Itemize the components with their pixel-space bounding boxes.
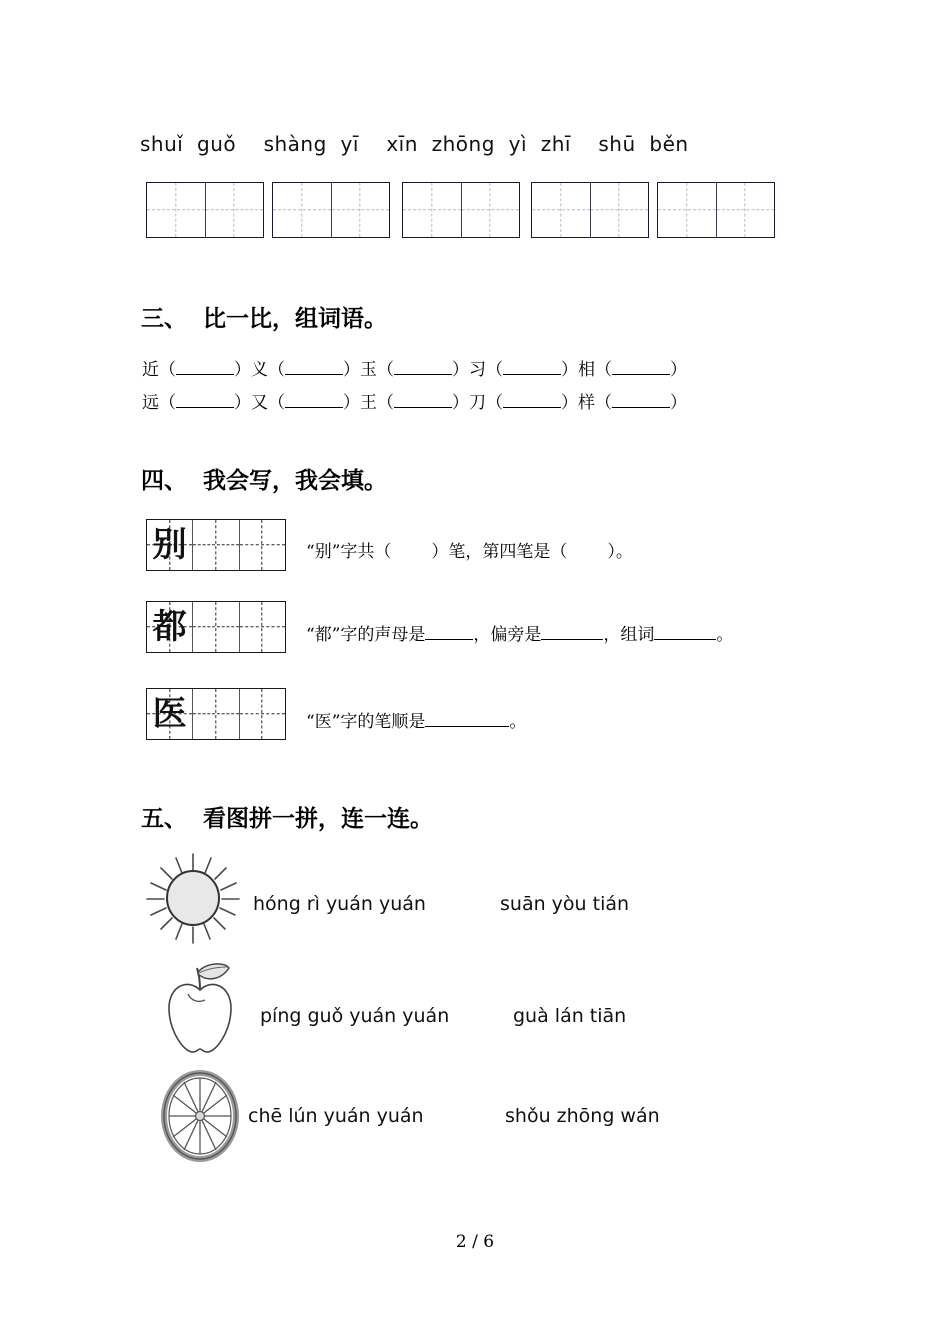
compare-char: 近 bbox=[142, 360, 159, 380]
answer-blank[interactable] bbox=[394, 358, 452, 375]
char-grid-cell[interactable] bbox=[193, 602, 239, 652]
fill-line-bie bbox=[306, 537, 633, 562]
char-grid-yi[interactable] bbox=[146, 688, 286, 740]
open-paren: （ bbox=[377, 393, 394, 413]
writing-cell[interactable] bbox=[717, 183, 775, 237]
char-grid-cell-filled[interactable] bbox=[147, 520, 193, 570]
close-paren: ） bbox=[234, 393, 251, 413]
fill-text: “别”字共（ bbox=[306, 542, 392, 562]
char-grid-cell[interactable] bbox=[240, 520, 285, 570]
answer-blank[interactable] bbox=[612, 358, 670, 375]
compare-char: 习 bbox=[469, 360, 486, 380]
close-paren: ） bbox=[452, 360, 469, 380]
writing-cell[interactable] bbox=[273, 183, 332, 237]
close-paren: ） bbox=[670, 360, 687, 380]
section-four-title: 四、 我会写，我会填。 bbox=[141, 467, 388, 494]
section-three-title: 三、 比一比，组词语。 bbox=[141, 305, 388, 332]
close-paren: ） bbox=[234, 360, 251, 380]
match-label-right-2[interactable]: guà lán tiān bbox=[513, 1005, 627, 1027]
answer-blank[interactable] bbox=[503, 358, 561, 375]
close-paren: ） bbox=[561, 360, 578, 380]
wheel-icon bbox=[155, 1068, 245, 1164]
writing-box-5[interactable] bbox=[657, 182, 775, 238]
compare-item bbox=[142, 388, 251, 413]
match-label-left-3[interactable]: chē lún yuán yuán bbox=[248, 1105, 424, 1127]
open-paren: （ bbox=[268, 393, 285, 413]
answer-blank[interactable] bbox=[425, 622, 473, 640]
fill-line-yi bbox=[306, 707, 526, 732]
compare-char: 刀 bbox=[469, 393, 486, 413]
writing-box-2[interactable] bbox=[272, 182, 390, 238]
compare-item bbox=[142, 355, 251, 380]
char-grid-bie[interactable] bbox=[146, 519, 286, 571]
compare-item bbox=[251, 355, 360, 380]
close-paren: ） bbox=[561, 393, 578, 413]
compare-item bbox=[469, 388, 578, 413]
match-label-left-1[interactable]: hóng rì yuán yuán bbox=[253, 893, 426, 915]
open-paren: （ bbox=[486, 393, 503, 413]
fill-text: 。 bbox=[716, 625, 734, 645]
compare-item bbox=[578, 388, 687, 413]
fill-text: “医”字的笔顺是 bbox=[306, 712, 426, 732]
open-paren: （ bbox=[159, 360, 176, 380]
answer-blank[interactable] bbox=[285, 391, 343, 408]
compare-row-bottom bbox=[142, 388, 687, 413]
char-grid-dou[interactable] bbox=[146, 601, 286, 653]
close-paren: ） bbox=[670, 393, 687, 413]
match-label-right-3[interactable]: shǒu zhōng wán bbox=[505, 1105, 660, 1127]
close-paren: ） bbox=[343, 360, 360, 380]
compare-item bbox=[360, 388, 469, 413]
open-paren: （ bbox=[377, 360, 394, 380]
char-grid-cell[interactable] bbox=[240, 602, 285, 652]
char-grid-cell[interactable] bbox=[193, 520, 239, 570]
fill-text: ）笔，第四笔是（ bbox=[431, 542, 568, 562]
compare-char: 玉 bbox=[360, 360, 377, 380]
char-grid-cell[interactable] bbox=[193, 689, 239, 739]
fill-text: ，偏旁是 bbox=[473, 625, 542, 645]
fill-line-dou bbox=[306, 620, 733, 645]
writing-cell[interactable] bbox=[332, 183, 390, 237]
compare-char: 义 bbox=[251, 360, 268, 380]
fill-text: “都”字的声母是 bbox=[306, 625, 426, 645]
compare-item bbox=[251, 388, 360, 413]
writing-box-1[interactable] bbox=[146, 182, 264, 238]
compare-item bbox=[578, 355, 687, 380]
writing-cell[interactable] bbox=[658, 183, 717, 237]
answer-blank[interactable] bbox=[394, 391, 452, 408]
fill-text: ，组词 bbox=[603, 625, 655, 645]
grid-character: 都 bbox=[152, 607, 187, 647]
writing-cell[interactable] bbox=[532, 183, 591, 237]
answer-blank[interactable] bbox=[425, 709, 509, 727]
writing-cell[interactable] bbox=[403, 183, 462, 237]
open-paren: （ bbox=[595, 393, 612, 413]
page-number: 2 / 6 bbox=[455, 1232, 495, 1252]
char-grid-cell-filled[interactable] bbox=[147, 689, 193, 739]
grid-character: 医 bbox=[152, 694, 187, 734]
close-paren: ） bbox=[452, 393, 469, 413]
answer-blank[interactable] bbox=[176, 391, 234, 408]
match-label-right-1[interactable]: suān yòu tián bbox=[500, 893, 630, 915]
writing-cell[interactable] bbox=[147, 183, 206, 237]
section-five-title: 五、 看图拼一拼，连一连。 bbox=[141, 805, 434, 832]
compare-item bbox=[360, 355, 469, 380]
apple-icon bbox=[155, 960, 245, 1060]
answer-blank[interactable] bbox=[176, 358, 234, 375]
fill-text: ）。 bbox=[607, 542, 633, 562]
open-paren: （ bbox=[486, 360, 503, 380]
compare-char: 样 bbox=[578, 393, 595, 413]
answer-blank[interactable] bbox=[503, 391, 561, 408]
open-paren: （ bbox=[268, 360, 285, 380]
compare-char: 王 bbox=[360, 393, 377, 413]
char-grid-cell[interactable] bbox=[240, 689, 285, 739]
fill-text: 。 bbox=[509, 712, 527, 732]
char-grid-cell-filled[interactable] bbox=[147, 602, 193, 652]
writing-cell[interactable] bbox=[206, 183, 264, 237]
answer-blank[interactable] bbox=[654, 622, 716, 640]
section-two-pinyin-line: shuǐ guǒ shàng yī xīn zhōng yì zhī shū běn bbox=[140, 132, 689, 156]
compare-char: 相 bbox=[578, 360, 595, 380]
answer-blank[interactable] bbox=[612, 391, 670, 408]
writing-cell[interactable] bbox=[462, 183, 520, 237]
match-label-left-2[interactable]: píng guǒ yuán yuán bbox=[260, 1005, 450, 1027]
open-paren: （ bbox=[595, 360, 612, 380]
compare-char: 远 bbox=[142, 393, 159, 413]
compare-item bbox=[469, 355, 578, 380]
writing-box-4[interactable] bbox=[531, 182, 649, 238]
compare-row-top bbox=[142, 355, 687, 380]
grid-character: 别 bbox=[152, 525, 187, 565]
close-paren: ） bbox=[343, 393, 360, 413]
writing-cell[interactable] bbox=[591, 183, 649, 237]
writing-box-3[interactable] bbox=[402, 182, 520, 238]
sun-icon bbox=[143, 848, 243, 948]
answer-blank[interactable] bbox=[541, 622, 603, 640]
open-paren: （ bbox=[159, 393, 176, 413]
answer-blank[interactable] bbox=[285, 358, 343, 375]
compare-char: 又 bbox=[251, 393, 268, 413]
